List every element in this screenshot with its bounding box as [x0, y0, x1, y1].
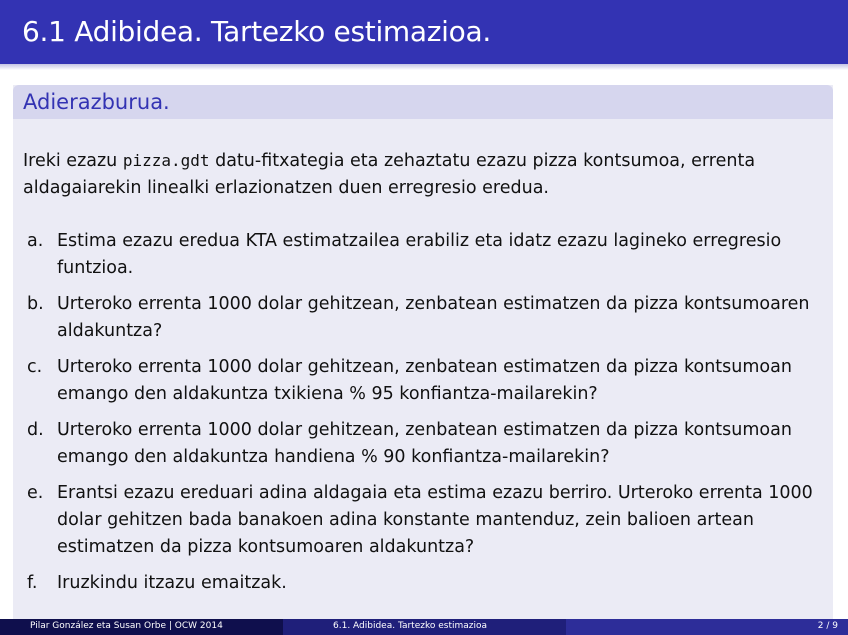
data-file-name: pizza.gdt [122, 151, 210, 170]
footer-page-box [566, 619, 848, 635]
block-body [23, 147, 823, 606]
footer-authors: Pilar González eta Susan Orbe | OCW 2014 [30, 621, 223, 631]
slide-title: 6.1 Adibidea. Tartezko estimazioa. [22, 15, 491, 48]
block-title: Adierazburua. [23, 90, 170, 114]
list-item [23, 570, 823, 597]
title-shadow [0, 64, 848, 70]
slide-title-bar [0, 0, 848, 64]
item-label: c. [27, 357, 43, 377]
footer-authors-box [0, 619, 283, 635]
footer-section: 6.1. Adibidea. Tartezko estimazioa [333, 621, 488, 631]
list-item [23, 354, 823, 408]
item-text: Iruzkindu itzazu emaitzak. [57, 573, 287, 593]
slide-footer [0, 619, 848, 635]
list-item [23, 291, 823, 345]
footer-page-number: 2 / 9 [817, 621, 838, 631]
item-label: e. [27, 483, 44, 503]
item-text: Urteroko errenta 1000 dolar gehitzean, zenbatean estimatzen da pizza kontsumoan emango den aldakuntza txikiena % 95 konfiantza-mailarekin? [57, 357, 792, 404]
list-item [23, 417, 823, 471]
question-list [23, 228, 823, 597]
item-text: Urteroko errenta 1000 dolar gehitzean, zenbatean estimatzen da pizza kontsumoan emango den aldakuntza handiena % 90 konfiantza-mailarekin? [57, 420, 792, 467]
item-label: a. [27, 231, 44, 251]
list-item [23, 228, 823, 282]
block-header [13, 85, 833, 119]
footer-section-box [283, 619, 566, 635]
item-label: d. [27, 420, 44, 440]
item-text: Estima ezazu eredua KTA estimatzailea erabiliz eta idatz ezazu lagineko erregresio funtzioa. [57, 231, 782, 278]
list-item [23, 480, 823, 561]
exercise-block [13, 85, 833, 620]
intro-text-start: Ireki ezazu [23, 151, 123, 171]
intro-text-end: datu-fitxategia eta zehaztatu ezazu pizza kontsumoa, errenta aldagaiarekin linealki erlazionatzen duen erregresio eredua. [23, 151, 756, 198]
item-text: Erantsi ezazu ereduari adina aldagaia eta estima ezazu berriro. Urteroko errenta 1000 dolar gehitzen bada banakoen adina konstante mantenduz, zein balioen artean estimatzen da pizza kontsumoaren aldakuntza? [57, 483, 813, 557]
intro-paragraph [23, 147, 823, 202]
item-text: Urteroko errenta 1000 dolar gehitzean, zenbatean estimatzen da pizza kontsumoaren aldakuntza? [57, 294, 810, 341]
item-label: b. [27, 294, 44, 314]
item-label: f. [27, 573, 38, 593]
